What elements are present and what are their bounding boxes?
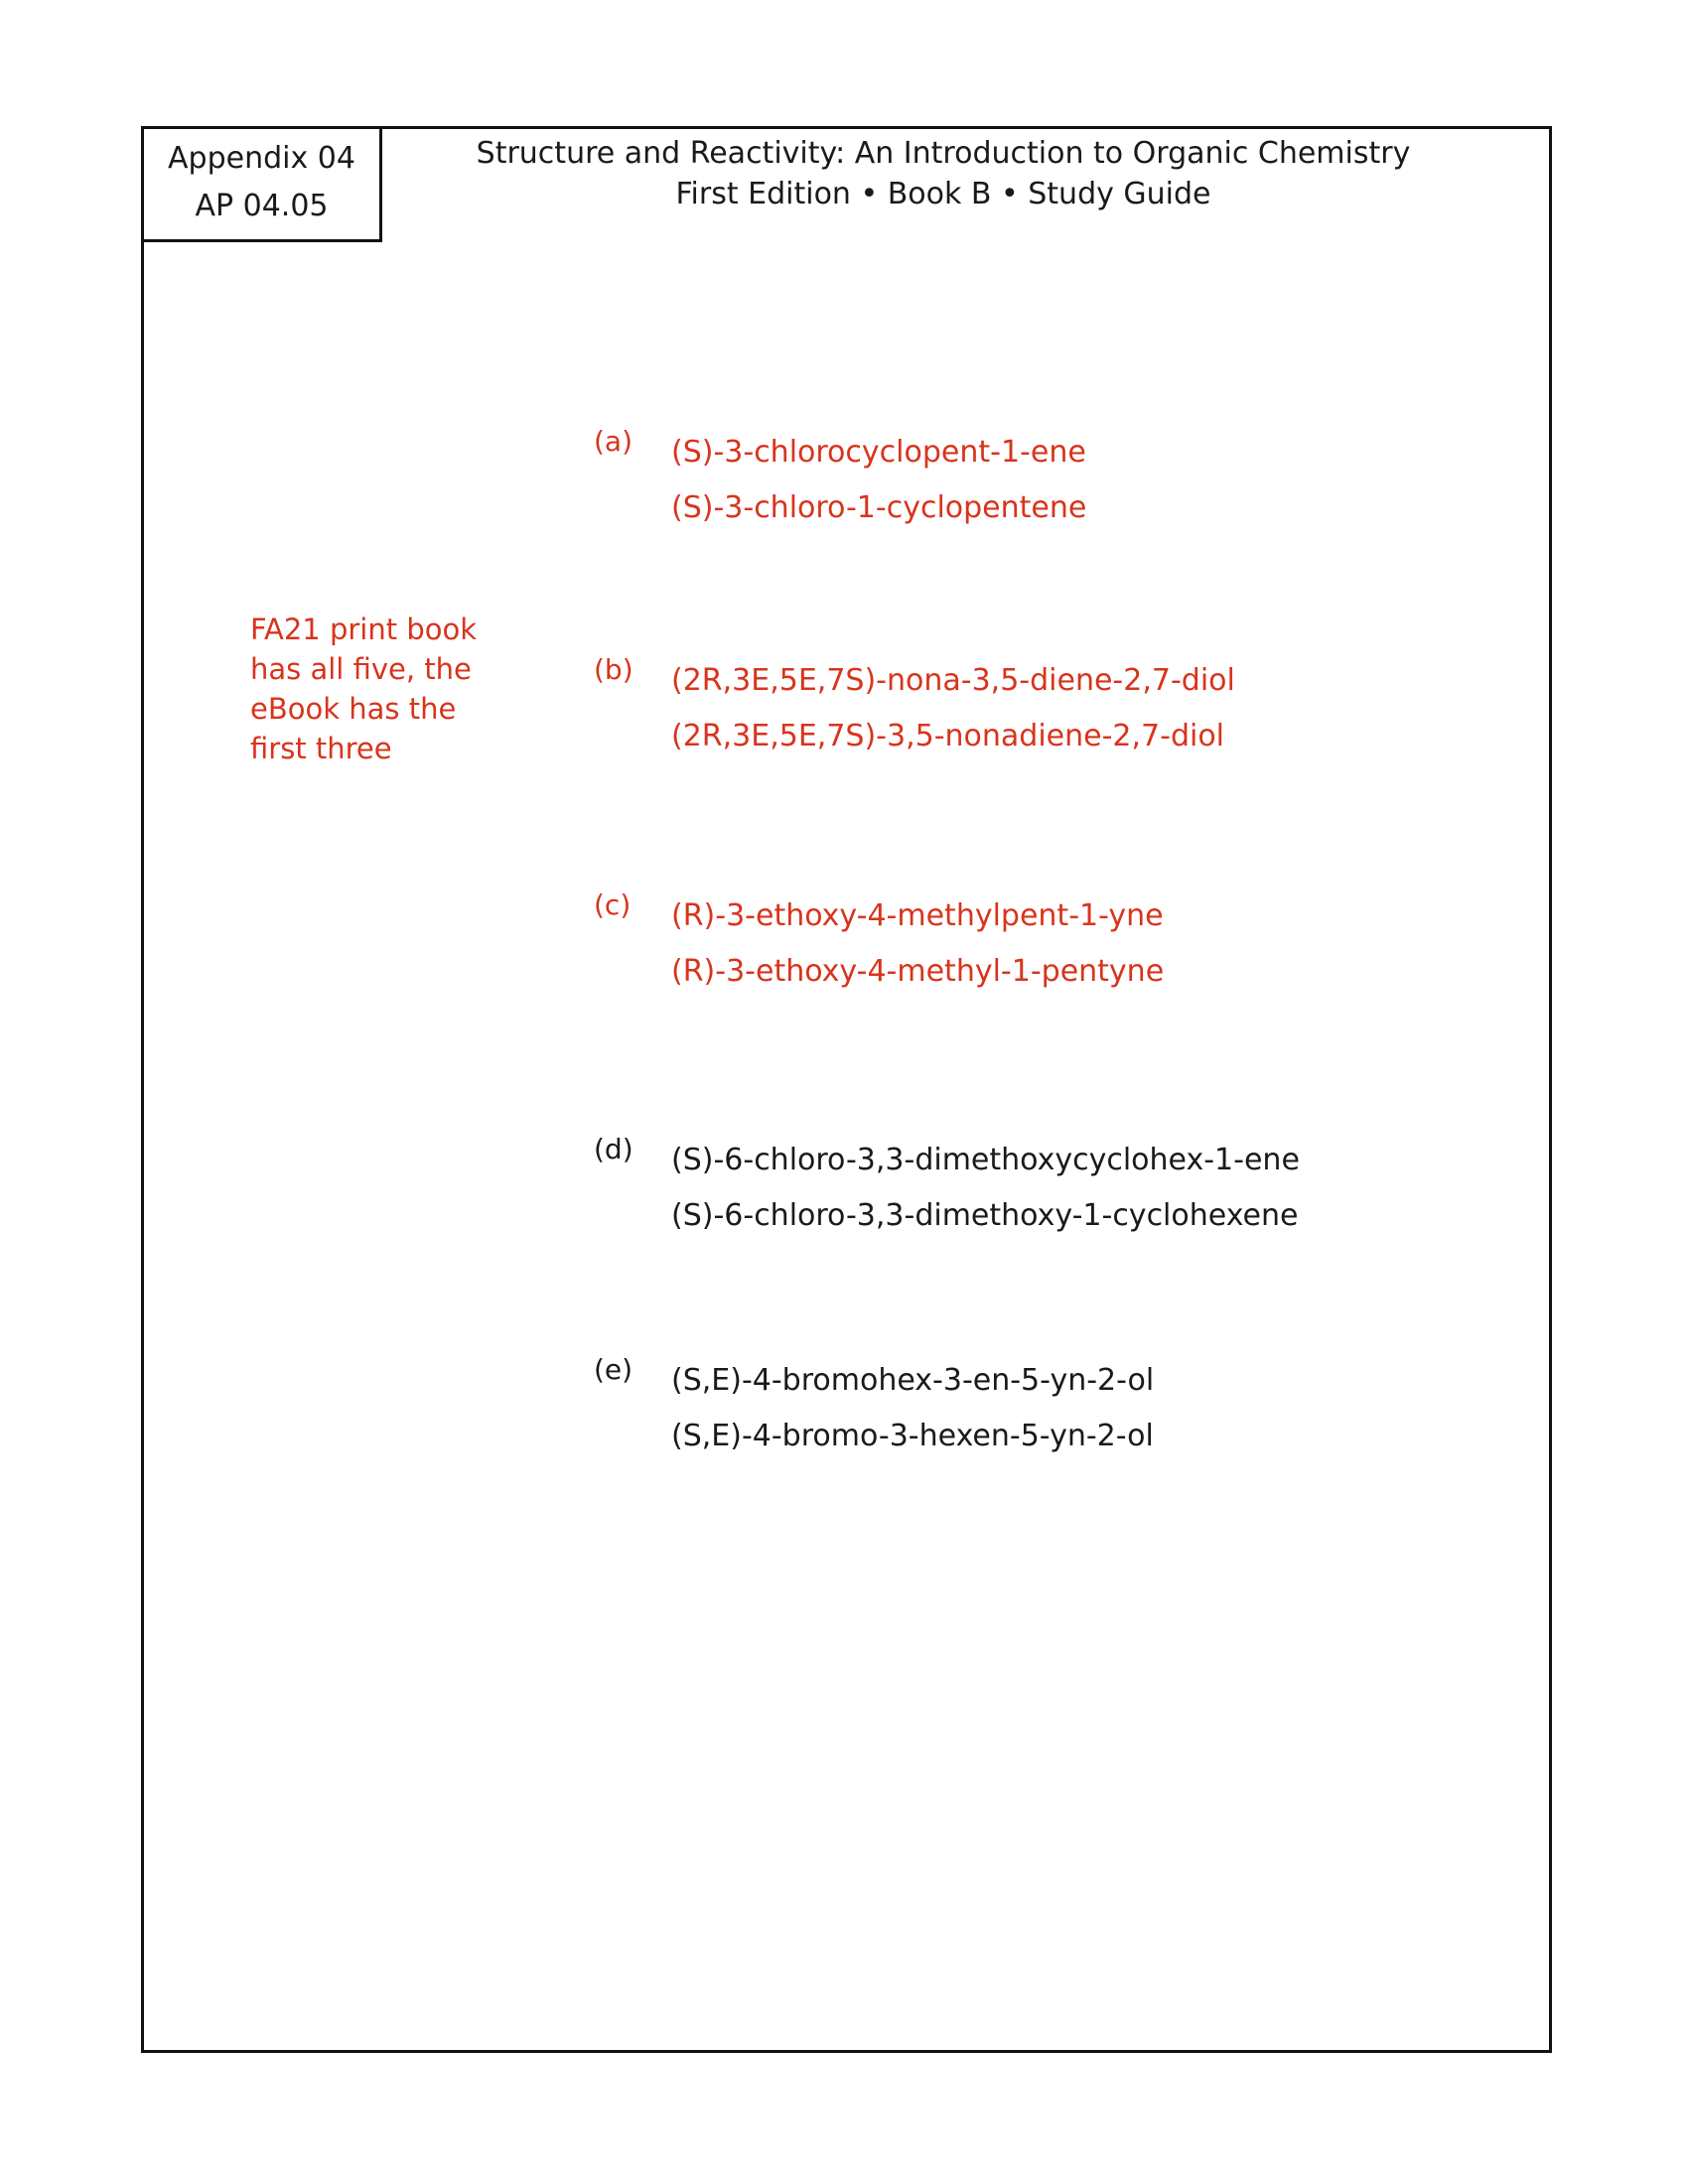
alternate-name: (S)-6-chloro-3,3-dimethoxy-1-cyclohexene — [671, 1198, 1299, 1233]
book-title: Structure and Reactivity: An Introduction to Organic Chemistry — [476, 136, 1411, 171]
page-header — [417, 133, 1470, 214]
item-letter: (c) — [594, 888, 632, 921]
item-letter: (e) — [594, 1353, 633, 1386]
margin-note: FA21 print book has all five, the eBook has the first three — [250, 613, 478, 765]
page-border — [141, 126, 1552, 2053]
appendix-label: Appendix 04 — [168, 141, 355, 176]
item-letter: (a) — [594, 425, 633, 458]
iupac-name: (S,E)-4-bromohex-3-en-5-yn-2-ol — [671, 1363, 1155, 1398]
item-names — [671, 888, 1164, 1000]
appendix-label-box — [141, 126, 382, 242]
item-names — [671, 1353, 1154, 1464]
alternate-name: (R)-3-ethoxy-4-methyl-1-pentyne — [671, 954, 1165, 989]
alternate-name: (2R,3E,5E,7S)-3,5-nonadiene-2,7-diol — [671, 719, 1225, 753]
alternate-name: (S,E)-4-bromo-3-hexen-5-yn-2-ol — [671, 1419, 1154, 1453]
item-letter: (b) — [594, 653, 633, 686]
item-names — [671, 1133, 1300, 1244]
problem-number: AP 04.05 — [195, 189, 329, 223]
iupac-name: (R)-3-ethoxy-4-methylpent-1-yne — [671, 898, 1164, 933]
alternate-name: (S)-3-chloro-1-cyclopentene — [671, 490, 1087, 525]
item-names — [671, 653, 1235, 764]
iupac-name: (2R,3E,5E,7S)-nona-3,5-diene-2,7-diol — [671, 663, 1235, 698]
item-letter: (d) — [594, 1133, 633, 1165]
iupac-name: (S)-6-chloro-3,3-dimethoxycyclohex-1-ene — [671, 1143, 1300, 1177]
iupac-name: (S)-3-chlorocyclopent-1-ene — [671, 435, 1086, 470]
book-edition: First Edition • Book B • Study Guide — [675, 177, 1211, 211]
item-names — [671, 425, 1086, 536]
